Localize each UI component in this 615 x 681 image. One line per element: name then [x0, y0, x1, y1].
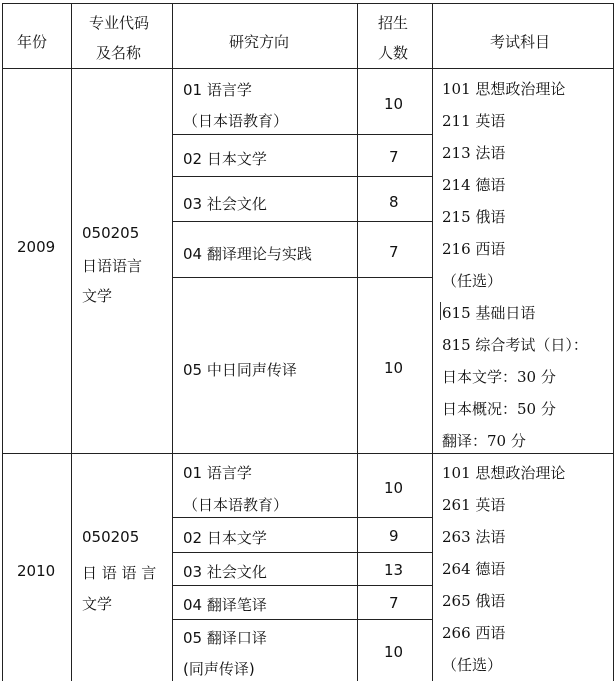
major-name-line1-2009: 日语语言: [82, 257, 143, 275]
exam-line: 214 德语: [442, 176, 506, 194]
direction-label-sub: （日本语教育）: [183, 112, 289, 130]
header-year: 年份: [17, 33, 48, 51]
column-divider: [357, 3, 358, 681]
exam-line: （任选）: [442, 656, 503, 674]
direction-label: 02 日本文学: [183, 529, 267, 547]
quota-value: 9: [389, 527, 399, 545]
column-divider: [432, 3, 433, 681]
exam-line: 615 基础日语: [442, 304, 536, 322]
direction-label: 04 翻译理论与实践: [183, 245, 312, 263]
direction-label: 03 社会文化: [183, 563, 267, 581]
quota-value: 10: [384, 95, 404, 113]
quota-value: 7: [389, 148, 399, 166]
quota-value: 8: [389, 193, 399, 211]
exam-line: 101 思想政治理论: [442, 464, 566, 482]
exam-line: 101 思想政治理论: [442, 80, 566, 98]
direction-label: 01 语言学: [183, 81, 252, 99]
row-divider: [172, 585, 432, 586]
header-quota-line2: 人数: [378, 44, 409, 62]
quota-value: 7: [389, 594, 399, 612]
table-border-right: [613, 3, 614, 681]
quota-value: 13: [384, 561, 404, 579]
exam-line: 211 英语: [442, 112, 506, 130]
direction-label-sub: (同声传译): [183, 660, 255, 678]
direction-label: 05 中日同声传译: [183, 361, 297, 379]
quota-value: 10: [384, 359, 404, 377]
direction-label: 02 日本文学: [183, 150, 267, 168]
quota-value: 7: [389, 243, 399, 261]
year-cell-2010: 2010: [17, 562, 56, 580]
year-divider-line: [2, 453, 614, 454]
header-major-line2: 及名称: [96, 44, 142, 62]
exam-line: 日本文学：30 分: [442, 368, 556, 386]
row-divider: [172, 517, 432, 518]
exam-line: 日本概况：50 分: [442, 400, 556, 418]
direction-label: 05 翻译口译: [183, 629, 267, 647]
exam-line: 213 法语: [442, 144, 506, 162]
row-divider: [172, 221, 432, 222]
year-cell-2009: 2009: [17, 238, 56, 256]
header-exam: 考试科目: [490, 33, 551, 51]
table-border-left: [2, 3, 3, 681]
major-name-line2-2010: 文学: [82, 595, 113, 613]
exam-line: 815 综合考试（日）：: [442, 336, 588, 354]
major-code-2009: 050205: [82, 224, 140, 242]
exam-line: 215 俄语: [442, 208, 506, 226]
header-direction: 研究方向: [229, 33, 290, 51]
exam-line: 263 法语: [442, 528, 506, 546]
row-divider: [172, 552, 432, 553]
header-major-line1: 专业代码: [89, 14, 150, 32]
quota-value: 10: [384, 479, 404, 497]
exam-line: 261 英语: [442, 496, 506, 514]
direction-label-sub: （日本语教育）: [183, 496, 289, 514]
major-code-2010: 050205: [82, 528, 140, 546]
exam-line: 翻译：70 分: [442, 432, 526, 450]
direction-label: 04 翻译笔译: [183, 596, 267, 614]
major-name-line2-2009: 文学: [82, 287, 113, 305]
header-bottom-line: [2, 68, 614, 69]
exam-line: 266 西语: [442, 624, 506, 642]
row-divider: [172, 176, 432, 177]
column-divider: [172, 3, 173, 681]
row-divider: [172, 134, 432, 135]
table-border-top: [2, 3, 614, 4]
exam-line: （任选）: [442, 272, 503, 290]
column-divider: [71, 3, 72, 681]
exam-line: 264 德语: [442, 560, 506, 578]
direction-label: 01 语言学: [183, 464, 252, 482]
exam-line: 265 俄语: [442, 592, 506, 610]
row-divider: [172, 277, 432, 278]
direction-label: 03 社会文化: [183, 195, 267, 213]
row-divider: [172, 619, 432, 620]
header-quota-line1: 招生: [378, 14, 409, 32]
major-name-line1-2010: 日 语 语 言: [82, 564, 157, 582]
exam-line: 216 西语: [442, 240, 506, 258]
quota-value: 10: [384, 643, 404, 661]
text-cursor: [440, 302, 441, 320]
